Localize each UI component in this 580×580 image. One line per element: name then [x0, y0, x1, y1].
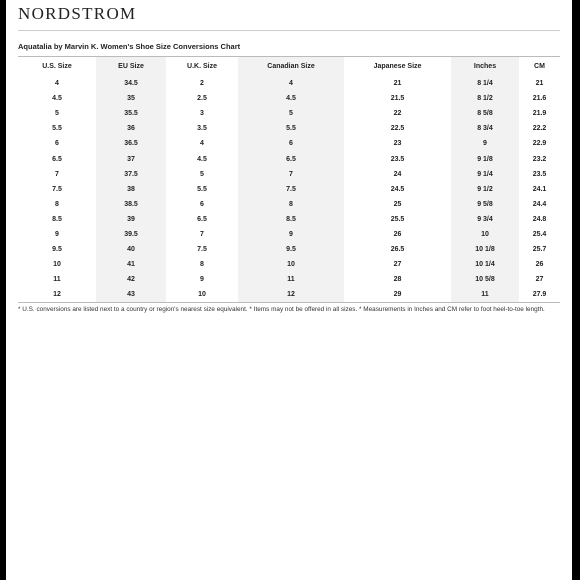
cell-inches: 8 1/2 [451, 91, 519, 106]
cell-cm: 27 [535, 276, 544, 284]
table-row [18, 121, 560, 136]
cell-cm: 22.9 [532, 140, 547, 148]
col-header-japanese-size: Japanese Size [373, 63, 422, 70]
col-header-eu-size: EU Size [96, 57, 166, 77]
cell-canadian-size: 9.5 [238, 242, 344, 257]
cell-canadian-size: 6 [238, 136, 344, 151]
cell-eu-size: 39 [96, 212, 166, 227]
cell-eu-size: 39.5 [96, 227, 166, 242]
cell-uk-size: 2.5 [197, 95, 207, 103]
cell-inches: 11 [451, 287, 519, 303]
cell-cm: 23.5 [532, 170, 547, 178]
table-row [18, 197, 560, 212]
table-row [18, 287, 560, 303]
cell-us-size: 8 [55, 200, 59, 208]
cell-cm: 23.2 [532, 155, 547, 163]
cell-uk-size: 5.5 [197, 185, 207, 193]
cell-eu-size: 41 [96, 257, 166, 272]
cell-us-size: 7 [55, 170, 59, 178]
cell-eu-size: 36.5 [96, 136, 166, 151]
cell-canadian-size: 8.5 [238, 212, 344, 227]
cell-uk-size: 9 [200, 276, 204, 284]
col-header-uk-size: U.K. Size [187, 63, 217, 70]
cell-eu-size: 43 [96, 287, 166, 303]
size-conversion-table [18, 56, 560, 303]
cell-inches: 9 3/4 [451, 212, 519, 227]
col-header-us-size: U.S. Size [42, 63, 72, 70]
cell-inches: 9 [451, 136, 519, 151]
cell-us-size: 12 [53, 291, 61, 299]
cell-japanese-size: 23.5 [390, 155, 405, 163]
cell-uk-size: 5 [200, 170, 204, 178]
cell-eu-size: 42 [96, 272, 166, 287]
cell-japanese-size: 21.5 [390, 95, 405, 103]
cell-japanese-size: 26.5 [390, 246, 405, 254]
cell-us-size: 6 [55, 140, 59, 148]
cell-eu-size: 38 [96, 182, 166, 197]
cell-japanese-size: 26 [393, 230, 402, 238]
cell-cm: 21.9 [532, 110, 547, 118]
table-row [18, 167, 560, 182]
cell-uk-size: 7.5 [197, 246, 207, 254]
cell-us-size: 4.5 [52, 95, 62, 103]
cell-uk-size: 6 [200, 200, 204, 208]
cell-cm: 21 [535, 80, 544, 88]
cell-japanese-size: 27 [393, 261, 402, 269]
chart-title: Aquatalia by Marvin K. Women's Shoe Size Conversions Chart [18, 42, 241, 51]
cell-japanese-size: 24.5 [390, 185, 405, 193]
cell-canadian-size: 8 [238, 197, 344, 212]
footnote: * U.S. conversions are listed next to a country or region's nearest size equivalent. * Items may not be offered in all sizes. * Measurements in Inches and CM refer to foot heel-to-toe length. [18, 306, 545, 313]
table-row [18, 151, 560, 166]
cell-us-size: 9 [55, 230, 59, 238]
cell-inches: 10 [451, 227, 519, 242]
col-header-inches: Inches [451, 57, 519, 77]
cell-us-size: 5.5 [52, 125, 62, 133]
table-row [18, 91, 560, 106]
cell-cm: 27.9 [532, 291, 547, 299]
cell-inches: 10 1/4 [451, 257, 519, 272]
cell-uk-size: 10 [198, 291, 206, 299]
cell-us-size: 4 [55, 80, 59, 88]
cell-canadian-size: 10 [238, 257, 344, 272]
cell-japanese-size: 22.5 [390, 125, 405, 133]
table-row [18, 272, 560, 287]
cell-japanese-size: 25.5 [390, 215, 405, 223]
cell-us-size: 7.5 [52, 185, 62, 193]
cell-canadian-size: 6.5 [238, 151, 344, 166]
cell-us-size: 8.5 [52, 215, 62, 223]
cell-eu-size: 38.5 [96, 197, 166, 212]
cell-uk-size: 6.5 [197, 215, 207, 223]
cell-cm: 25.4 [532, 230, 547, 238]
table-row [18, 212, 560, 227]
cell-inches: 9 1/8 [451, 151, 519, 166]
cell-inches: 10 1/8 [451, 242, 519, 257]
cell-japanese-size: 22 [393, 110, 402, 118]
cell-cm: 25.7 [532, 246, 547, 254]
cell-us-size: 6.5 [52, 155, 62, 163]
cell-uk-size: 4.5 [197, 155, 207, 163]
cell-eu-size: 37 [96, 151, 166, 166]
cell-inches: 9 1/4 [451, 167, 519, 182]
cell-japanese-size: 21 [393, 80, 402, 88]
cell-uk-size: 3.5 [197, 125, 207, 133]
cell-canadian-size: 7 [238, 167, 344, 182]
cell-inches: 9 1/2 [451, 182, 519, 197]
cell-cm: 26 [535, 261, 544, 269]
cell-canadian-size: 4 [238, 76, 344, 91]
cell-japanese-size: 23 [393, 140, 402, 148]
cell-eu-size: 35 [96, 91, 166, 106]
header-divider [18, 30, 560, 31]
col-header-cm: CM [534, 63, 545, 70]
cell-canadian-size: 5 [238, 106, 344, 121]
col-header-canadian-size: Canadian Size [238, 57, 344, 77]
cell-cm: 24.1 [532, 185, 547, 193]
cell-eu-size: 34.5 [96, 76, 166, 91]
table-row [18, 227, 560, 242]
cell-inches: 10 5/8 [451, 272, 519, 287]
cell-uk-size: 8 [200, 261, 204, 269]
cell-inches: 9 5/8 [451, 197, 519, 212]
size-chart-page [6, 0, 572, 580]
table-row [18, 76, 560, 91]
table-header-row [18, 57, 560, 77]
cell-cm: 24.8 [532, 215, 547, 223]
cell-inches: 8 5/8 [451, 106, 519, 121]
cell-canadian-size: 11 [238, 272, 344, 287]
cell-japanese-size: 28 [393, 276, 402, 284]
cell-japanese-size: 29 [393, 291, 402, 299]
cell-cm: 24.4 [532, 200, 547, 208]
cell-us-size: 10 [53, 261, 61, 269]
cell-uk-size: 2 [200, 80, 204, 88]
cell-cm: 22.2 [532, 125, 547, 133]
cell-canadian-size: 5.5 [238, 121, 344, 136]
cell-uk-size: 3 [200, 110, 204, 118]
cell-us-size: 5 [55, 110, 59, 118]
cell-cm: 21.6 [532, 95, 547, 103]
table-row [18, 106, 560, 121]
cell-eu-size: 36 [96, 121, 166, 136]
brand-logo: NORDSTROM [18, 4, 137, 23]
cell-inches: 8 3/4 [451, 121, 519, 136]
table-row [18, 182, 560, 197]
cell-eu-size: 37.5 [96, 167, 166, 182]
cell-eu-size: 40 [96, 242, 166, 257]
cell-canadian-size: 7.5 [238, 182, 344, 197]
cell-canadian-size: 12 [238, 287, 344, 303]
cell-uk-size: 7 [200, 230, 204, 238]
table-row [18, 242, 560, 257]
cell-japanese-size: 24 [393, 170, 402, 178]
cell-inches: 8 1/4 [451, 76, 519, 91]
cell-canadian-size: 9 [238, 227, 344, 242]
cell-eu-size: 35.5 [96, 106, 166, 121]
cell-japanese-size: 25 [393, 200, 402, 208]
table-row [18, 257, 560, 272]
cell-canadian-size: 4.5 [238, 91, 344, 106]
cell-us-size: 11 [53, 276, 61, 284]
cell-us-size: 9.5 [52, 246, 62, 254]
table-row [18, 136, 560, 151]
size-table-body [18, 76, 560, 303]
cell-uk-size: 4 [200, 140, 204, 148]
